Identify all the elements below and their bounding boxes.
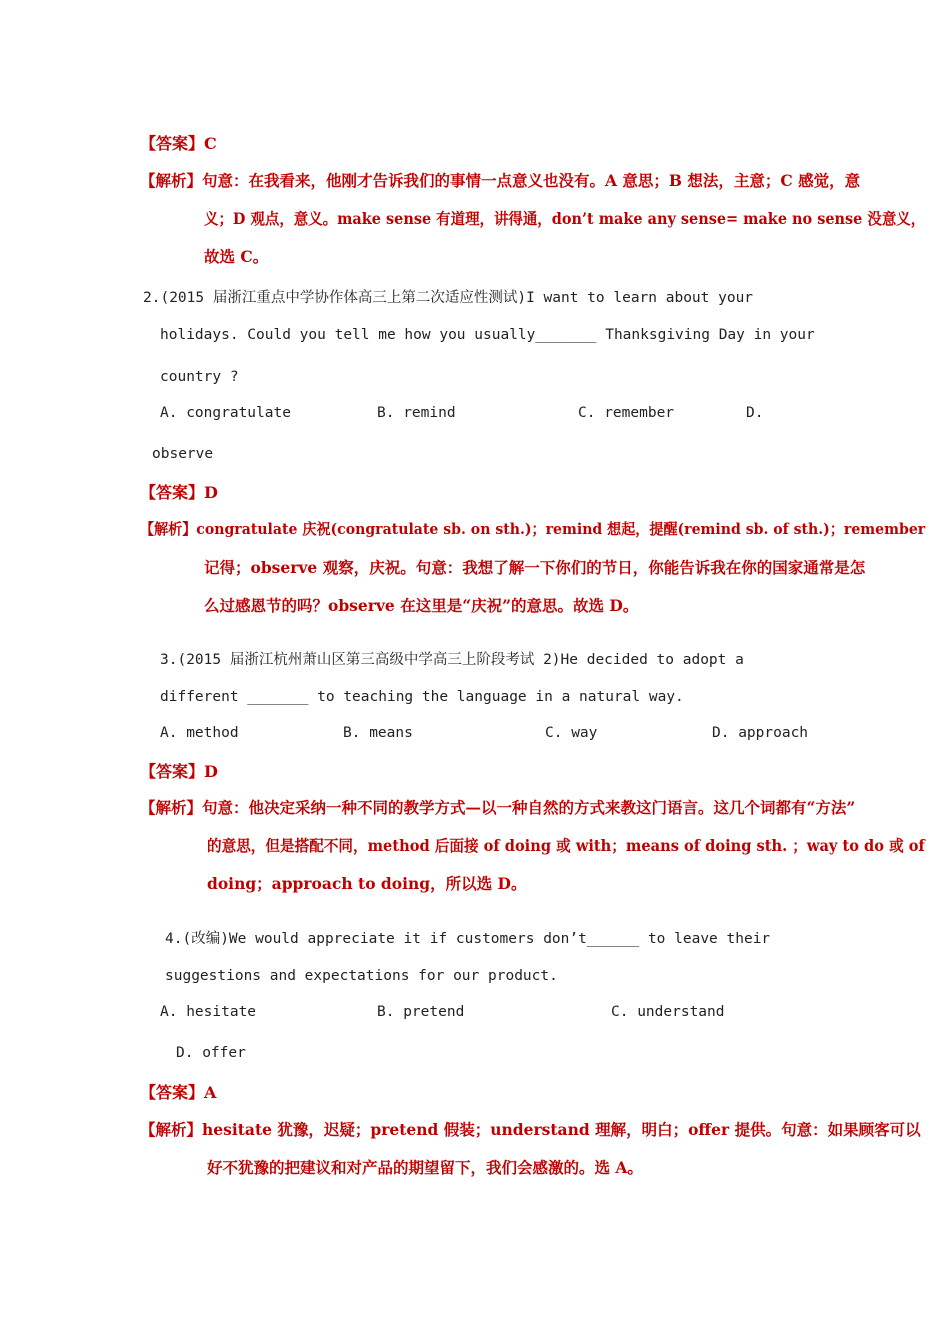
q4-option-b: B. pretend: [377, 1004, 465, 1020]
q2-analysis-line-2: 记得；observe 观察，庆祝。句意：我想了解一下你们的节日，你能告诉我在你的国家通常是怎: [204, 558, 866, 577]
q3-analysis-line-3: doing；approach to doing，所以选 D。: [207, 874, 527, 893]
q3-analysis-line-2: 的意思，但是搭配不同，method 后面接 of doing 或 with；means of doing sth. ；way to do 或 of: [207, 836, 925, 855]
q1-analysis-line-2: 义；D 观点，意义。make sense 有道理，讲得通，don’t make any sense= make no sense 没意义，: [204, 209, 926, 228]
q2-answer: 【答案】D: [140, 483, 218, 502]
q4-stem-line-2: suggestions and expectations for our product.: [165, 968, 558, 984]
q2-option-d-text: observe: [152, 446, 214, 462]
q2-option-b: B. remind: [377, 405, 456, 421]
q3-option-d: D. approach: [712, 725, 809, 741]
q4-stem-line-1: 4.(改编)We would appreciate it if customers don’t______ to leave their: [165, 931, 771, 947]
q2-stem-line-3: country ?: [160, 369, 239, 385]
q4-option-d: D. offer: [176, 1045, 246, 1061]
q2-option-d: D.: [746, 405, 764, 421]
q3-stem-line-1: 3.(2015 届浙江杭州萧山区第三高级中学高三上阶段考试 2)He decided to adopt a: [160, 652, 744, 668]
q2-stem-line-1: 2.(2015 届浙江重点中学协作体高三上第二次适应性测试)I want to learn about your: [143, 290, 754, 306]
q4-answer: 【答案】A: [140, 1083, 217, 1102]
q3-answer: 【答案】D: [140, 762, 218, 781]
q2-stem-line-2: holidays. Could you tell me how you usually_______ Thanksgiving Day in your: [160, 327, 815, 343]
q4-analysis-line-2: 好不犹豫的把建议和对产品的期望留下，我们会感激的。选 A。: [207, 1158, 643, 1177]
q2-analysis-line-3: 么过感恩节的吗？observe 在这里是“庆祝”的意思。故选 D。: [204, 596, 639, 615]
q1-analysis-line-1: 【解析】句意：在我看来，他刚才告诉我们的事情一点意义也没有。A 意思；B 想法，主意；C 感觉，意: [140, 171, 861, 190]
q1-answer: 【答案】C: [140, 134, 217, 153]
q3-option-b: B. means: [343, 725, 413, 741]
q4-analysis-line-1: 【解析】hesitate 犹豫，迟疑；pretend 假装；understand 理解，明白；offer 提供。句意：如果顾客可以: [140, 1120, 921, 1139]
q3-option-a: A. method: [160, 725, 239, 741]
q3-option-c: C. way: [545, 725, 598, 741]
q4-option-c: C. understand: [611, 1004, 725, 1020]
q1-analysis-line-3: 故选 C。: [204, 247, 269, 266]
q2-analysis-line-1: 【解析】congratulate 庆祝(congratulate sb. on sth.)；remind 想起，提醒(remind sb. of sth.)；remember: [140, 520, 926, 538]
q3-analysis-line-1: 【解析】句意：他决定采纳一种不同的教学方式—以一种自然的方式来教这门语言。这几个词都有“方法”: [140, 798, 856, 817]
q2-option-c: C. remember: [578, 405, 675, 421]
q4-option-a: A. hesitate: [160, 1004, 257, 1020]
q3-stem-line-2: different _______ to teaching the language in a natural way.: [160, 689, 684, 705]
q2-option-a: A. congratulate: [160, 405, 291, 421]
